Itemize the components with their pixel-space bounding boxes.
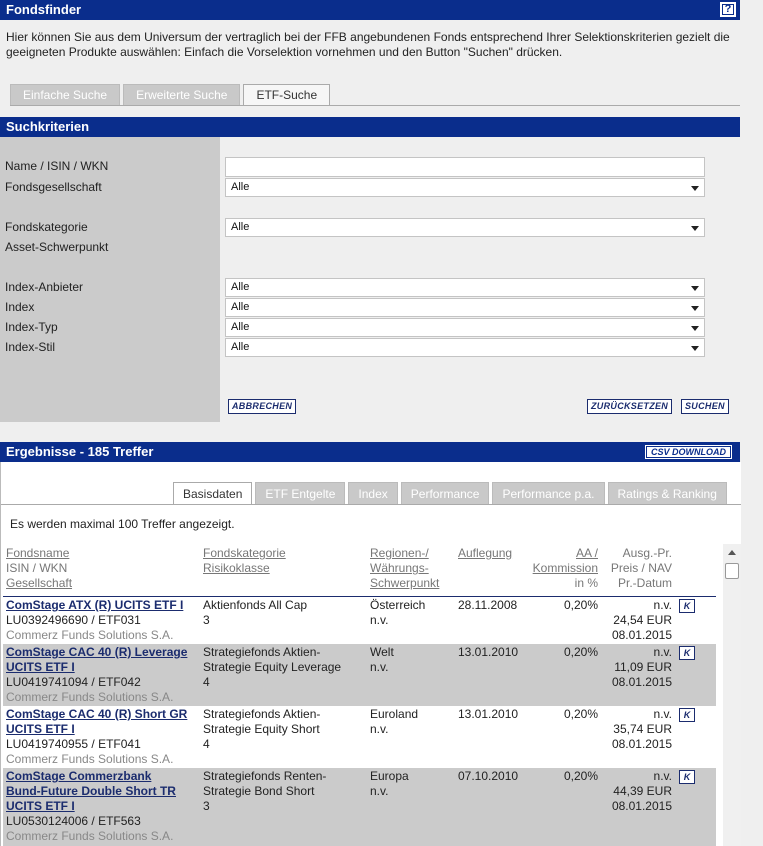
fund-company: Commerz Funds Solutions S.A.: [6, 752, 174, 766]
header-fondsname: [6, 546, 72, 591]
fund-name-line2: UCITS ETF I: [6, 722, 75, 736]
results-tabs: [173, 482, 727, 505]
results-header: [0, 442, 740, 462]
page-title: Fondsfinder: [6, 2, 82, 17]
header-kommission-line3: in %: [574, 576, 598, 590]
search-button[interactable]: SUCHEN: [681, 399, 729, 414]
category-cell: [203, 598, 368, 628]
fondsgesellschaft-label: Fondsgesellschaft: [5, 180, 102, 194]
fund-isin: LU0419741094 / ETF042: [6, 675, 141, 689]
header-region[interactable]: [370, 546, 439, 591]
index-anbieter-value: Alle: [231, 281, 250, 293]
k-button[interactable]: K: [679, 708, 695, 722]
fund-category: Aktienfonds All Cap: [203, 598, 308, 612]
fund-region-secondary: n.v.: [370, 660, 389, 674]
price-cell: [600, 769, 672, 814]
fund-price-date: 08.01.2015: [611, 628, 672, 642]
fund-region: Europa: [370, 769, 409, 783]
chevron-down-icon: [691, 346, 699, 351]
region-cell: [370, 645, 394, 675]
fund-launch: 07.10.2010: [458, 769, 519, 783]
index-anbieter-select[interactable]: [225, 278, 705, 297]
header-region-line3: Schwerpunkt: [370, 576, 440, 590]
sort-risikoklasse[interactable]: Risikoklasse: [203, 561, 270, 575]
tab-einfache-suche[interactable]: Einfache Suche: [10, 84, 120, 105]
k-button[interactable]: K: [679, 599, 695, 613]
table-row: [3, 597, 716, 644]
header-kommission[interactable]: [520, 546, 598, 591]
fund-risk: 3: [203, 799, 210, 813]
fund-region: Euroland: [370, 707, 419, 721]
fund-commission: 0,20%: [563, 645, 598, 659]
tab-performance[interactable]: Performance: [401, 482, 490, 504]
fund-category-line1: Strategiefonds Aktien-: [203, 707, 321, 721]
fund-company: Commerz Funds Solutions S.A.: [6, 829, 174, 843]
fund-commission: 0,20%: [563, 769, 598, 783]
fund-category-line2: Strategie Equity Short: [203, 722, 320, 736]
max-results-note: Es werden maximal 100 Treffer angezeigt.: [10, 517, 235, 531]
fund-name-link[interactable]: [6, 707, 201, 737]
header-kommission-line1: AA /: [575, 546, 598, 560]
category-cell: [203, 769, 368, 814]
table-row: [3, 768, 716, 846]
tab-erweiterte-suche[interactable]: Erweiterte Suche: [123, 84, 240, 105]
name-isin-input[interactable]: [225, 157, 705, 177]
index-stil-select[interactable]: [225, 338, 705, 357]
fund-region-secondary: n.v.: [370, 613, 389, 627]
region-cell: [370, 769, 409, 799]
index-typ-label: Index-Typ: [5, 320, 58, 334]
region-cell: [370, 598, 425, 628]
table-row: [3, 706, 716, 768]
fund-category-line2: Strategie Bond Short: [203, 784, 315, 798]
fund-name-line2: Bund-Future Double Short TR: [6, 784, 176, 798]
header-kommission-line2: Kommission: [532, 561, 598, 575]
price-cell: [600, 598, 672, 643]
header-preis-line1: Ausg.-Pr.: [622, 546, 672, 560]
fund-name-link[interactable]: [6, 645, 201, 675]
intro-text: Hier können Sie aus dem Universum der vertraglich bei der FFB angebundenen Fonds entsprechend Ihrer Selektionskriterien gezielt die geeigneten Produkte auswählen: Einfach die Vorselektion vornehmen und den Button "Suchen" drücken.: [6, 30, 730, 59]
fund-price: 11,09 EUR: [614, 660, 672, 674]
index-anbieter-label: Index-Anbieter: [5, 280, 84, 294]
index-value: Alle: [231, 301, 250, 313]
fund-price-date: 08.01.2015: [611, 675, 672, 689]
fondsgesellschaft-select[interactable]: [225, 178, 705, 197]
chevron-down-icon: [691, 286, 699, 291]
fund-ausgabepreis: n.v.: [653, 598, 672, 612]
fund-launch: 13.01.2010: [458, 645, 519, 659]
header-fondskategorie: [203, 546, 286, 576]
fund-region: Österreich: [370, 598, 426, 612]
csv-download-button[interactable]: CSV DOWNLOAD: [645, 445, 732, 459]
fund-region: Welt: [370, 645, 394, 659]
scroll-up-arrow-icon[interactable]: [728, 550, 736, 555]
reset-button[interactable]: ZURÜCKSETZEN: [587, 399, 672, 414]
fund-price: 44,39 EUR: [613, 784, 672, 798]
cancel-button[interactable]: ABBRECHEN: [228, 399, 296, 414]
fund-isin: LU0419740955 / ETF041: [6, 737, 141, 751]
results-scrollbar[interactable]: [723, 544, 741, 846]
page-title-bar: [0, 0, 740, 20]
criteria-title: Suchkriterien: [6, 119, 90, 134]
fund-ausgabepreis: n.v.: [653, 645, 672, 659]
fund-price-date: 08.01.2015: [611, 799, 672, 813]
fund-category-line2: Strategie Equity Leverage: [203, 660, 342, 674]
index-label: Index: [5, 300, 35, 314]
fund-ausgabepreis: n.v.: [653, 769, 672, 783]
tab-performance-pa[interactable]: Performance p.a.: [492, 482, 604, 504]
fund-risk: 4: [203, 737, 210, 751]
header-preis: [600, 546, 672, 591]
header-preis-line3: Pr.-Datum: [617, 576, 672, 590]
tab-etf-entgelte[interactable]: ETF Entgelte: [255, 482, 345, 504]
fondsgesellschaft-value: Alle: [231, 181, 250, 193]
k-button[interactable]: K: [679, 646, 695, 660]
fund-name-link[interactable]: ComStage ATX (R) UCITS ETF I: [6, 598, 184, 612]
fund-cell: [6, 769, 201, 844]
table-row: [3, 644, 716, 706]
fund-isin: LU0392496690 / ETF031: [6, 613, 141, 627]
asset-schwerpunkt-label: Asset-Schwerpunkt: [5, 240, 109, 254]
criteria-header: [0, 117, 740, 137]
tab-index[interactable]: Index: [348, 482, 397, 504]
fund-risk: 3: [203, 613, 210, 627]
header-region-line1: Regionen-/: [370, 546, 429, 560]
fund-price: 24,54 EUR: [613, 613, 672, 627]
chevron-down-icon: [691, 186, 699, 191]
fund-name-line2: UCITS ETF I: [6, 660, 75, 674]
index-typ-select[interactable]: [225, 318, 705, 337]
fund-company: Commerz Funds Solutions S.A.: [6, 690, 174, 704]
index-typ-value: Alle: [231, 321, 250, 333]
header-region-line2: Währungs-: [370, 561, 429, 575]
results-tabs-divider: [1, 504, 741, 505]
index-stil-value: Alle: [231, 341, 250, 353]
index-stil-label: Index-Stil: [5, 340, 56, 354]
sort-fondsname[interactable]: Fondsname: [6, 546, 70, 560]
price-cell: [600, 645, 672, 690]
scroll-thumb[interactable]: [725, 563, 739, 579]
fund-risk: 4: [203, 675, 210, 689]
fund-launch: 28.11.2008: [458, 598, 518, 612]
fund-region-secondary: n.v.: [370, 784, 389, 798]
header-auflegung[interactable]: [458, 546, 512, 561]
header-auflegung-text: Auflegung: [458, 546, 513, 560]
fund-launch: 13.01.2010: [458, 707, 519, 721]
chevron-down-icon: [691, 326, 699, 331]
tab-etf-suche[interactable]: ETF-Suche: [243, 84, 330, 106]
k-button[interactable]: K: [679, 770, 695, 784]
chevron-down-icon: [691, 226, 699, 231]
region-cell: [370, 707, 418, 737]
fund-price: 35,74 EUR: [613, 722, 672, 736]
header-preis-line2: Preis / NAV: [610, 561, 672, 575]
sort-gesellschaft[interactable]: Gesellschaft: [6, 576, 73, 590]
fund-cell: [6, 645, 201, 705]
tab-ratings-ranking[interactable]: Ratings & Ranking: [608, 482, 727, 504]
fund-cell: [6, 598, 201, 643]
category-cell: [203, 707, 368, 752]
fund-name-line3: UCITS ETF I: [6, 799, 75, 813]
fund-commission: 0,20%: [563, 598, 598, 612]
fund-region-secondary: n.v.: [370, 722, 389, 736]
name-isin-label: Name / ISIN / WKN: [5, 159, 109, 173]
fund-category-line1: Strategiefonds Renten-: [203, 769, 327, 783]
index-select[interactable]: [225, 298, 705, 317]
fund-ausgabepreis: n.v.: [653, 707, 672, 721]
fund-name-line1: ComStage CAC 40 (R) Leverage: [6, 645, 188, 659]
chevron-down-icon: [691, 306, 699, 311]
fund-cell: [6, 707, 201, 767]
header-isin: ISIN / WKN: [6, 561, 68, 575]
fondskategorie-value: Alle: [231, 221, 250, 233]
tabs-divider: [10, 105, 740, 106]
tab-basisdaten[interactable]: Basisdaten: [173, 482, 252, 505]
fund-category-line1: Strategiefonds Aktien-: [203, 645, 321, 659]
fund-company: Commerz Funds Solutions S.A.: [6, 628, 174, 642]
fund-commission: 0,20%: [563, 707, 598, 721]
fund-isin: LU0530124006 / ETF563: [6, 814, 141, 828]
fund-name-line1: ComStage Commerzbank: [6, 769, 152, 783]
results-title: Ergebnisse - 185 Treffer: [6, 444, 154, 459]
sort-fondskategorie[interactable]: Fondskategorie: [203, 546, 286, 560]
price-cell: [600, 707, 672, 752]
fund-name-link[interactable]: [6, 769, 201, 814]
fund-name-line1: ComStage CAC 40 (R) Short GR: [6, 707, 188, 721]
category-cell: [203, 645, 368, 690]
fondskategorie-select[interactable]: [225, 218, 705, 237]
fund-price-date: 08.01.2015: [611, 737, 672, 751]
search-tabs: [10, 84, 330, 106]
fondskategorie-label: Fondskategorie: [5, 220, 88, 234]
help-button[interactable]: ?: [720, 2, 736, 17]
